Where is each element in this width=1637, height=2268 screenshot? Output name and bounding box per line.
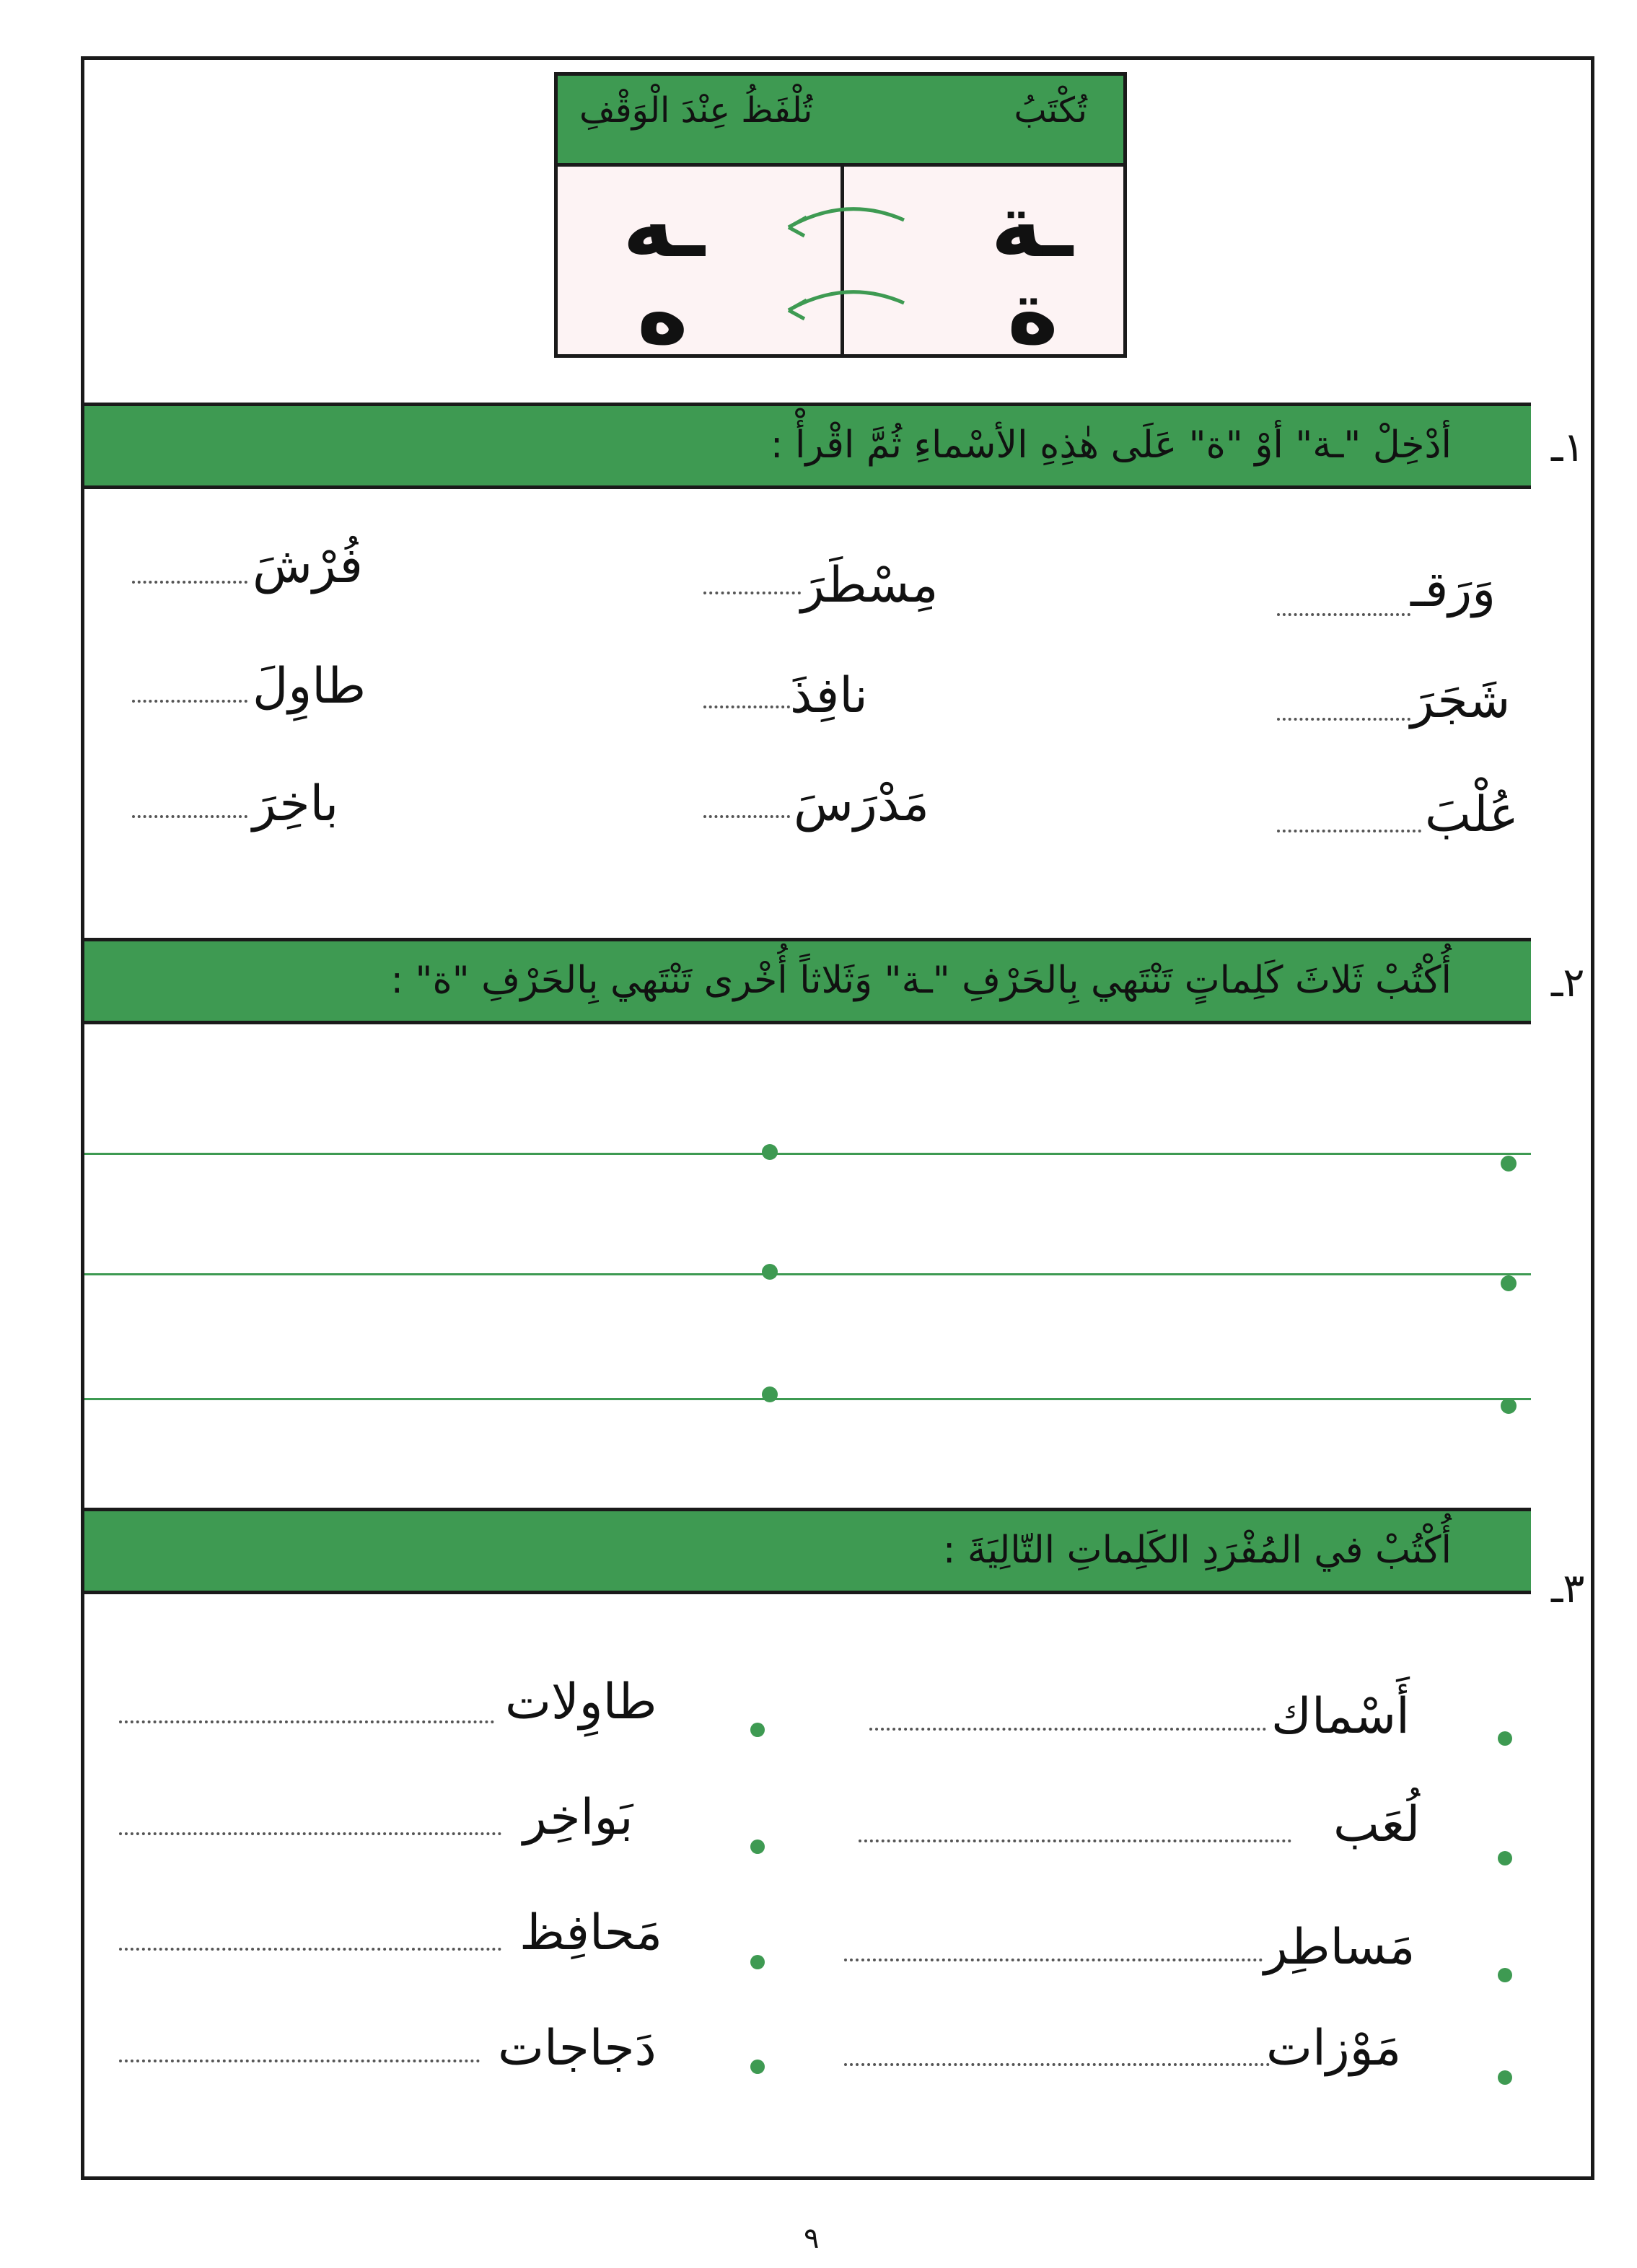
s3-left-word-2: بَواخِر [523, 1789, 633, 1846]
s1-blank-7[interactable] [1277, 830, 1421, 832]
s3-left-blank-1[interactable] [119, 1720, 494, 1723]
s3-right-bullet-1 [1498, 1731, 1512, 1746]
s1-blank-8[interactable] [703, 815, 790, 818]
s3-left-blank-2[interactable] [119, 1832, 501, 1835]
s1-word-5: نافِذَ [790, 667, 868, 724]
section-2-number: ٢ـ [1551, 959, 1585, 1006]
section-1-instruction: أدْخِلْ "ـة" أوْ "ة" عَلَى هٰذِهِ الأسْماءِ ثُمَّ اقْرأْ : [770, 423, 1452, 467]
s3-right-blank-2[interactable] [859, 1840, 1291, 1842]
section-1-header [84, 403, 1531, 489]
pronounced-form-1: ـه [623, 177, 705, 277]
s1-blank-6[interactable] [132, 700, 247, 703]
s2-line-3[interactable] [84, 1398, 1531, 1400]
s3-right-bullet-2 [1498, 1851, 1512, 1865]
s3-left-bullet-1 [750, 1723, 765, 1737]
s1-blank-4[interactable] [1277, 718, 1410, 721]
s2-bullet-3a [1501, 1398, 1517, 1414]
rule-table-header [558, 76, 1123, 167]
s2-bullet-2a [1501, 1275, 1517, 1291]
s2-bullet-3b [762, 1386, 778, 1402]
worksheet-frame [81, 56, 1594, 2180]
s3-right-word-3: مَساطِر [1264, 1919, 1416, 1976]
pronounced-form-2: ه [637, 263, 688, 364]
s1-word-3: فُرْشَ [253, 537, 364, 594]
s3-right-blank-1[interactable] [869, 1728, 1266, 1731]
s3-left-bullet-2 [750, 1840, 765, 1854]
s2-bullet-1a [1501, 1156, 1517, 1172]
s2-bullet-2b [762, 1264, 778, 1280]
page-number: ٩ [804, 2222, 820, 2255]
header-written: تُكْتَبُ [1014, 90, 1087, 131]
s3-left-blank-3[interactable] [119, 1948, 501, 1951]
section-3-instruction: أُكْتُبْ في المُفْرَدِ الكَلِماتِ التّالِيَةَ : [942, 1529, 1452, 1572]
section-3-header [84, 1508, 1531, 1594]
s1-blank-1[interactable] [1277, 613, 1410, 616]
section-2-header [84, 938, 1531, 1024]
s3-left-word-3: مَحافِظ [519, 1904, 663, 1961]
s3-right-blank-3[interactable] [844, 1959, 1263, 1961]
s3-right-word-4: مَوْزات [1266, 2020, 1402, 2077]
s3-right-bullet-4 [1498, 2070, 1512, 2085]
s2-line-1[interactable] [84, 1153, 1531, 1155]
rule-table [554, 72, 1127, 364]
s3-right-word-2: لُعَب [1333, 1796, 1421, 1853]
s3-left-blank-4[interactable] [119, 2060, 480, 2062]
s2-bullet-1b [762, 1144, 778, 1160]
s1-word-6: طاوِلَ [253, 658, 367, 715]
s1-word-8: مَدْرَسَ [794, 775, 929, 832]
section-2-instruction: أُكْتُبْ ثَلاثَ كَلِماتٍ تَنْتَهي بِالحَرْفِ "ـة" وَثَلاثاً أُخْرى تَنْتَهي بِالحَرْفِ "ة" : [390, 959, 1452, 1002]
s3-left-bullet-4 [750, 2060, 765, 2074]
s3-right-word-1: أَسْماك [1271, 1688, 1410, 1745]
s1-word-7: عُلْبَ [1425, 786, 1519, 843]
s3-left-word-1: طاوِلات [505, 1674, 657, 1731]
s3-left-word-4: دَجاجات [498, 2020, 657, 2077]
s1-blank-9[interactable] [132, 815, 247, 818]
s1-word-1: وَرَقـ [1410, 561, 1496, 618]
s1-blank-5[interactable] [703, 706, 790, 708]
s1-word-4: شَجَرَ [1410, 672, 1511, 729]
written-form-2: ة [1007, 263, 1058, 364]
s1-word-9: باخِرَ [253, 775, 339, 832]
section-1-number: ١ـ [1551, 424, 1585, 471]
s3-right-blank-4[interactable] [844, 2063, 1270, 2066]
s3-left-bullet-3 [750, 1955, 765, 1969]
s1-blank-3[interactable] [132, 581, 247, 584]
header-pronounced: تُلْفَظُ عِنْدَ الْوَقْفِ [579, 90, 813, 131]
written-form-1: ـة [991, 177, 1073, 277]
section-3-number: ٣ـ [1551, 1565, 1585, 1612]
s1-blank-2[interactable] [703, 592, 801, 594]
arrow-icon [767, 198, 911, 343]
s3-right-bullet-3 [1498, 1968, 1512, 1982]
s1-word-2: مِسْطَرَ [801, 557, 939, 614]
s2-line-2[interactable] [84, 1273, 1531, 1275]
